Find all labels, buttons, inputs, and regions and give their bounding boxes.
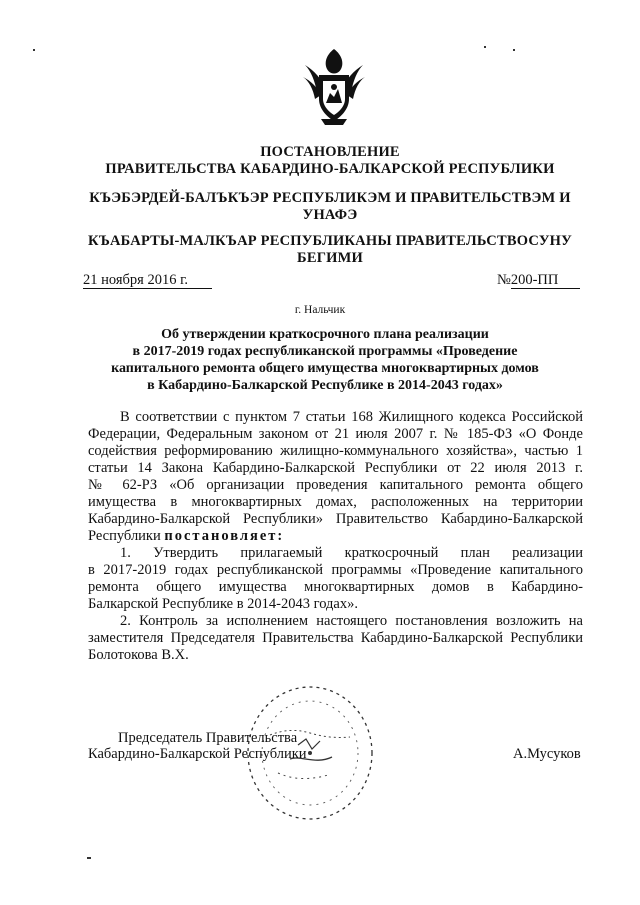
date-value: 21 ноября 2016 г. bbox=[83, 272, 212, 289]
item1-last-line: Балкарской Республике в 2014-2043 годах». bbox=[88, 596, 358, 612]
kabardian-title-line1: КЪЭБЭРДЕЙ-БАЛЪКЪЭР РЕСПУБЛИКЭМ И ПРАВИТЕЛЬСТВЭМ И bbox=[89, 190, 571, 206]
preamble-line: имущества в многоквартирных домах, расположенных на территории bbox=[88, 494, 583, 510]
item2-last-line: Болотокова В.Х. bbox=[88, 647, 189, 663]
item1-line: ремонта общего имущества многоквартирных домов в Кабардино- bbox=[88, 579, 583, 595]
item2-line: заместителя Председателя Правительства Кабардино-Балкарской Республики bbox=[88, 630, 583, 646]
signatory-name: А.Мусуков bbox=[513, 746, 581, 762]
item2-line: 2. Контроль за исполнением настоящего постановления возложить на bbox=[120, 613, 583, 629]
kabardian-title-line2: УНАФЭ bbox=[302, 207, 358, 223]
issuer-title: ПРАВИТЕЛЬСТВА КАБАРДИНО-БАЛКАРСКОЙ РЕСПУБЛИКИ bbox=[105, 161, 555, 177]
preamble-line: № 62-РЗ «Об организации проведения капитального ремонта общего bbox=[88, 477, 583, 493]
document-number bbox=[497, 272, 580, 289]
preamble-line: Кабардино-Балкарской Республики» Правительство Кабардино-Балкарской bbox=[88, 511, 583, 527]
preamble-line: статьи 14 Закона Кабардино-Балкарской Республики от 22 июля 2013 г. bbox=[88, 460, 583, 476]
preamble-line: содействия реформированию жилищно-коммунального хозяйства», частью 1 bbox=[88, 443, 583, 459]
resolves-word: постановляет: bbox=[164, 528, 285, 544]
signatory-role-line1: Председатель Правительства bbox=[118, 730, 298, 746]
preamble-line: Федерации, Федеральным законом от 21 июля 2007 г. № 185-ФЗ «О Фонде bbox=[88, 426, 583, 442]
coat-of-arms-icon bbox=[299, 47, 369, 127]
signatory-role-line2: Кабардино-Балкарской Республики bbox=[88, 746, 307, 762]
number-prefix: № bbox=[497, 272, 511, 288]
document-date bbox=[83, 272, 212, 289]
subject-line: в 2017-2019 годах республиканской программы «Проведение bbox=[132, 344, 518, 359]
balkar-title-line2: БЕГИМИ bbox=[297, 250, 363, 266]
preamble-line: В соответствии с пунктом 7 статьи 168 Жилищного кодекса Российской bbox=[120, 409, 583, 425]
city-name: г. Нальчик bbox=[294, 304, 346, 316]
preamble-last-word: Республики bbox=[88, 528, 161, 544]
item1-line: в 2017-2019 годах республиканской программы «Проведение капитального bbox=[88, 562, 583, 578]
subject-line: капитального ремонта общего имущества многоквартирных домов bbox=[111, 361, 539, 376]
preamble-last-line bbox=[88, 528, 583, 545]
subject-line: Об утверждении краткосрочного плана реализации bbox=[161, 327, 489, 342]
document-type-title: ПОСТАНОВЛЕНИЕ bbox=[260, 144, 400, 160]
subject-line: в Кабардино-Балкарской Республике в 2014-2043 годах» bbox=[147, 378, 503, 393]
balkar-title-line1: КЪАБАРТЫ-МАЛКЪАР РЕСПУБЛИКАНЫ ПРАВИТЕЛЬСТВОСУНУ bbox=[88, 233, 572, 249]
item1-line: 1. Утвердить прилагаемый краткосрочный план реализации bbox=[120, 545, 583, 561]
number-value: 200-ПП bbox=[511, 272, 581, 289]
